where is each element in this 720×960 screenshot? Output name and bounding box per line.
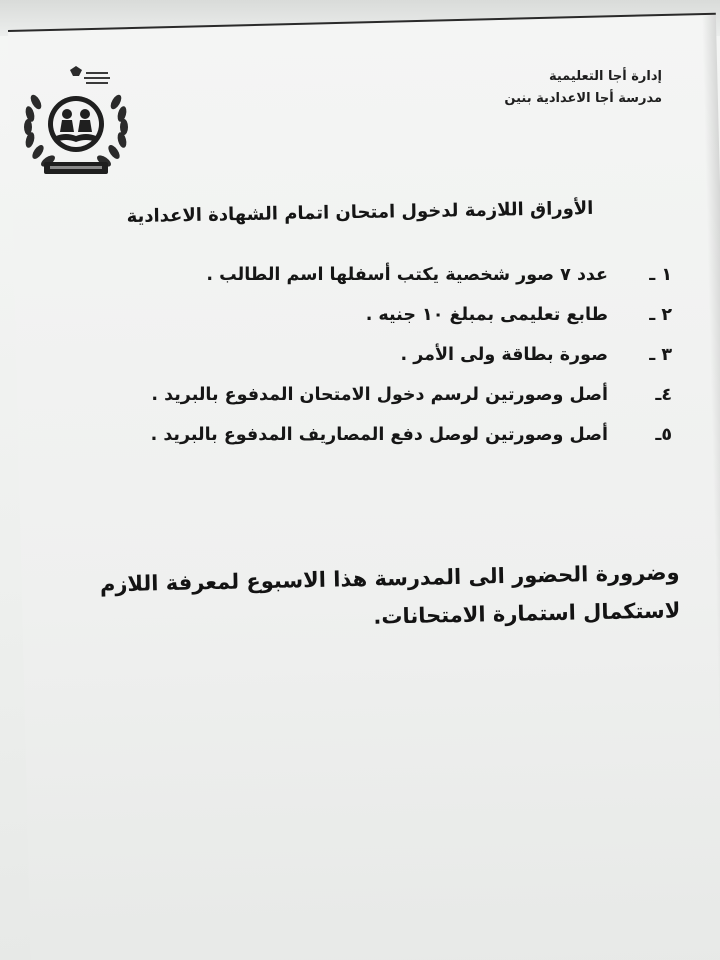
list-item — [72, 342, 672, 368]
list-item — [72, 262, 672, 288]
item-text: أصل وصورتين لرسم دخول الامتحان المدفوع بالبريد . — [151, 385, 608, 405]
item-number: ١ ـ — [649, 265, 672, 285]
item-text: أصل وصورتين لوصل دفع المصاريف المدفوع بالبريد . — [150, 425, 608, 445]
item-text: طابع تعليمى بمبلغ ١٠ جنيه . — [365, 305, 608, 325]
document-title: الأوراق اللازمة لدخول امتحان اتمام الشهادة الاعدادية — [126, 197, 594, 228]
list-item — [72, 302, 672, 328]
item-number: ٢ ـ — [649, 305, 672, 325]
item-text: عدد ٧ صور شخصية يكتب أسفلها اسم الطالب . — [206, 265, 608, 285]
administration-name: إدارة أجا التعليمية — [548, 69, 662, 84]
list-item — [72, 422, 672, 448]
requirements-list — [72, 262, 672, 462]
school-header — [504, 66, 662, 110]
school-name: مدرسة أجا الاعدادية بنين — [504, 91, 662, 106]
item-text: صورة بطاقة ولى الأمر . — [400, 345, 608, 365]
item-number: ٤ـ — [655, 385, 672, 405]
sheet-shadow — [702, 15, 720, 960]
school-emblem-icon — [16, 62, 136, 182]
attendance-note — [39, 553, 680, 642]
item-number: ٣ ـ — [649, 345, 672, 365]
item-number: ٥ـ — [655, 425, 672, 445]
note-line-2: لاستكمال استمارة الامتحانات. — [373, 598, 681, 629]
note-line-1: وضرورة الحضور الى المدرسة هذا الاسبوع لمعرفة اللازم — [99, 560, 680, 597]
list-item — [72, 382, 672, 408]
